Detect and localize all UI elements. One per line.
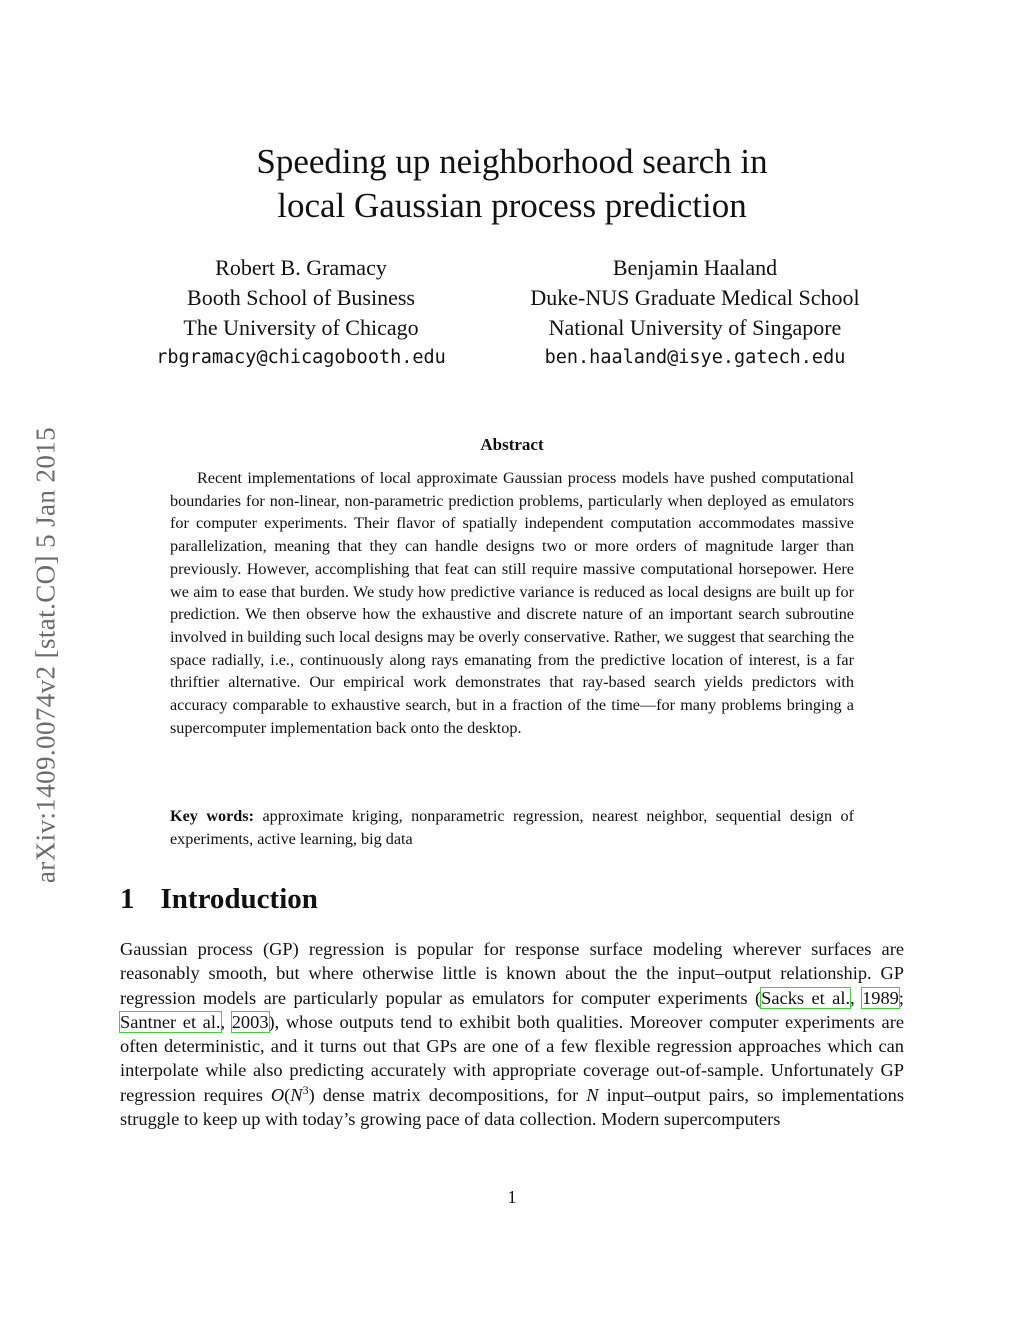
page-number: 1 bbox=[507, 1187, 517, 1207]
intro-paragraph bbox=[120, 937, 904, 1131]
author-name: Benjamin Haaland bbox=[612, 255, 778, 280]
title-line-2: local Gaussian process prediction bbox=[277, 186, 747, 225]
author-email: ben.haaland@isye.gatech.edu bbox=[544, 347, 846, 368]
arxiv-id: arXiv:1409.0074v2 [stat.CO] 5 Jan 2015 bbox=[30, 426, 61, 884]
keywords-label: Key words: bbox=[170, 807, 254, 825]
citation-link[interactable]: 2003 bbox=[231, 1011, 269, 1032]
author-email: rbgramacy@chicagobooth.edu bbox=[156, 347, 446, 368]
keywords-text: approximate kriging, nonparametric regression, nearest neighbor, sequential design of experiments, active learning, big data bbox=[170, 807, 855, 848]
author-affiliation: The University of Chicago bbox=[183, 315, 419, 340]
author-affiliation: Duke-NUS Graduate Medical School bbox=[530, 285, 860, 310]
intro-text: ), whose outputs tend to exhibit both qualities. Moreover computer experiments are often deterministic, and it turns out that GPs are one of a few flexible regression approaches which can interpolate while also predicting accurately with appropriate coverage out-of-sample. Unfortunately GP regression requires bbox=[120, 1011, 904, 1105]
author-affiliation: Booth School of Business bbox=[187, 285, 415, 310]
citation-link[interactable]: Sacks et al. bbox=[761, 987, 851, 1008]
intro-text: dense matrix decompositions, for bbox=[314, 1084, 587, 1105]
author-affiliation: National University of Singapore bbox=[548, 315, 842, 340]
author-block-1 bbox=[131, 253, 471, 373]
section-number: 1 bbox=[120, 883, 135, 915]
section-title: Introduction bbox=[160, 883, 318, 915]
title-line-1: Speeding up neighborhood search in bbox=[256, 142, 768, 181]
citation-link[interactable]: 1989 bbox=[862, 987, 899, 1008]
intro-text: , bbox=[220, 1011, 232, 1032]
intro-text: input–output pairs, so implementations struggle to keep up with today’s growing pace of data collection. Modern supercomputers bbox=[120, 1084, 904, 1130]
math-exponent: 3 bbox=[302, 1082, 309, 1097]
keywords bbox=[170, 805, 854, 851]
intro-text: ; bbox=[898, 987, 904, 1008]
math-symbol: N bbox=[290, 1084, 303, 1105]
section-heading bbox=[120, 883, 318, 916]
paper-title bbox=[0, 140, 1024, 228]
math-symbol: O bbox=[270, 1084, 285, 1105]
author-name: Robert B. Gramacy bbox=[215, 255, 387, 280]
math-symbol: ) bbox=[308, 1084, 315, 1105]
abstract-text: Recent implementations of local approximate Gaussian process models have pushed computational boundaries for non-linear, non-parametric prediction problems, particularly when deployed as emulators for computer experiments. Their flavor of spatially independent computation accommodates massive parallelization, meaning that they can handle designs two or more orders of magnitude larger than previously. However, accomplishing that feat can still require massive computational horsepower. Here we aim to ease that burden. We study how predictive variance is reduced as local designs are built up for prediction. We then observe how the exhaustive and discrete nature of an important search subroutine involved in building such local designs may be overly conservative. Rather, we suggest that searching the space radially, i.e., continuously along rays emanating from the predictive location of interest, is a far thriftier alternative. Our empirical work demonstrates that ray-based search yields predictors with accuracy comparable to exhaustive search, but in a fraction of the time—for many problems bringing a supercomputer implementation back onto the desktop. bbox=[170, 469, 855, 737]
author-block-2 bbox=[490, 253, 900, 373]
citation-link[interactable]: Santner et al. bbox=[120, 1011, 221, 1032]
intro-text: Gaussian process (GP) regression is popular for response surface modeling wherever surfaces are reasonably smooth, but where otherwise little is known about the the input–output relationship. GP regression models are particularly popular as emulators for computer experiments ( bbox=[120, 939, 904, 1008]
intro-text: , bbox=[850, 987, 863, 1008]
abstract-heading: Abstract bbox=[480, 435, 544, 454]
math-symbol: N bbox=[586, 1084, 599, 1105]
math-symbol: ( bbox=[284, 1084, 291, 1105]
